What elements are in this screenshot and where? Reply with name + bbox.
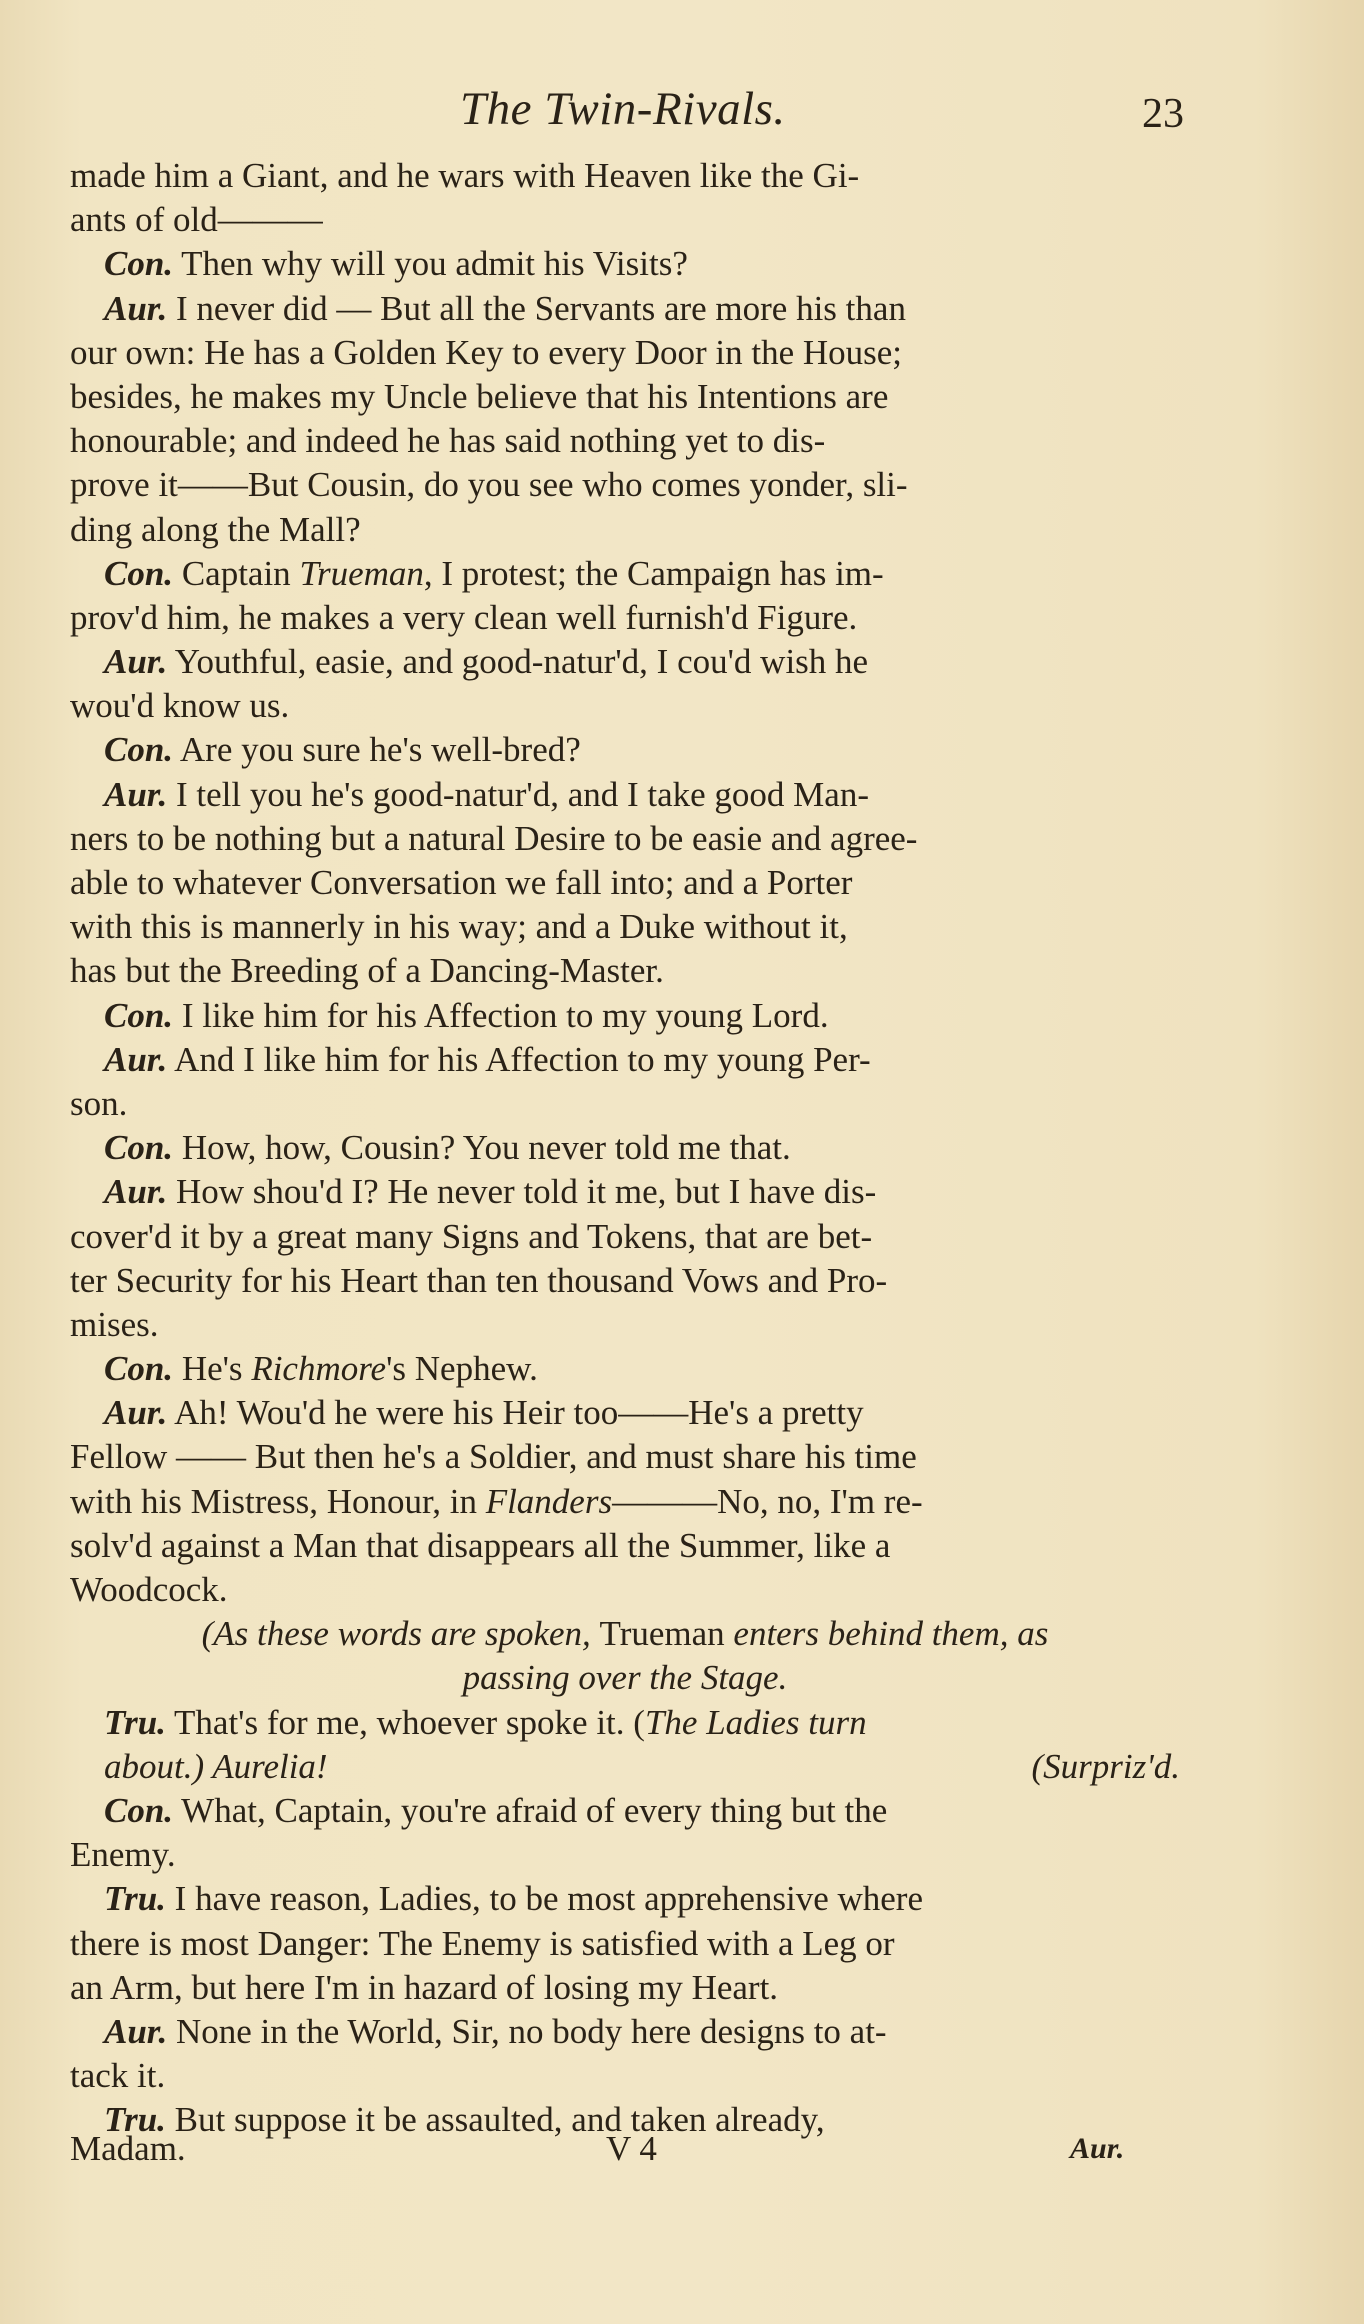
stage-direction: (Surpriz'd. [1031, 1746, 1180, 1786]
speaker-name: Aur. [104, 1039, 168, 1079]
speaker-name: Aur. [104, 2011, 168, 2051]
text-line [70, 1435, 1180, 1479]
stage-direction: passing over the Stage. [462, 1658, 788, 1698]
dialogue-text: our own: He has a Golden Key to every Door in the House; [70, 332, 903, 372]
text-line [70, 1259, 1180, 1303]
speaker-name: Tru. [104, 1879, 166, 1919]
text-line [70, 508, 1180, 552]
speaker-name: Con. [104, 730, 174, 770]
signature-mark: V 4 [606, 2129, 657, 2168]
text-line [70, 1170, 1180, 1214]
dialogue-text: He's [173, 1349, 252, 1389]
dialogue-text: Enemy. [70, 1835, 176, 1875]
text-line [70, 1524, 1180, 1568]
text-line [70, 331, 1180, 375]
dialogue-text: with this is mannerly in his way; and a Duke without it, [70, 907, 848, 947]
text-line [70, 287, 1180, 331]
dialogue-text: prov'd him, he makes a very clean well furnish'd Figure. [70, 597, 858, 637]
dialogue-text: wou'd know us. [70, 686, 290, 726]
text-line [70, 1303, 1180, 1347]
dialogue-text: has but the Breeding of a Dancing-Master. [70, 951, 664, 991]
text-line [70, 154, 1180, 198]
dialogue-text: an Arm, but here I'm in hazard of losing my Heart. [70, 1967, 779, 2007]
dialogue-text: How shou'd I? He never told it me, but I have dis- [167, 1172, 877, 1212]
text-line [70, 994, 1180, 1038]
stage-direction: enters behind them, as [724, 1614, 1049, 1654]
italic-name: Trueman [299, 553, 424, 593]
speaker-name: Con. [104, 553, 174, 593]
text-line [70, 1347, 1180, 1391]
text-line [70, 861, 1180, 905]
text-line [70, 1612, 1180, 1656]
dialogue-text: Fellow —— But then he's a Soldier, and must share his time [70, 1437, 917, 1477]
dialogue-text: ners to be nothing but a natural Desire to be easie and agree- [70, 818, 918, 858]
text-line [70, 817, 1180, 861]
text-line [70, 419, 1180, 463]
dialogue-text: Youthful, easie, and good-natur'd, I cou'd wish he [167, 642, 869, 682]
dialogue-text: solv'd against a Man that disappears all the Summer, like a [70, 1525, 891, 1565]
italic-name: The Ladies turn [644, 1702, 867, 1742]
page-footer [70, 2126, 1180, 2172]
text-line [70, 1126, 1180, 1170]
dialogue-text: ———No, no, I'm re- [612, 1481, 923, 1521]
text-line [70, 463, 1180, 507]
last-word: Madam. [70, 2129, 186, 2168]
speaker-name: Tru. [104, 2100, 166, 2140]
text-line [70, 2010, 1180, 2054]
dialogue-text: made him a Giant, and he wars with Heaven like the Gi- [70, 156, 860, 195]
text-line [70, 1480, 1180, 1524]
dialogue-text: there is most Danger: The Enemy is satisfied with a Leg or [70, 1923, 895, 1963]
italic-name: Flanders [485, 1481, 613, 1521]
play-text [70, 154, 1180, 2142]
dialogue-text: , I protest; the Campaign has im- [423, 553, 884, 593]
speaker-name: Con. [104, 244, 174, 284]
dialogue-text: with his Mistress, Honour, in [70, 1481, 486, 1521]
dialogue-text: How, how, Cousin? You never told me that. [173, 1128, 791, 1168]
speaker-name: Aur. [104, 1393, 168, 1433]
dialogue-text: prove it——But Cousin, do you see who comes yonder, sli- [70, 465, 908, 505]
text-line [70, 949, 1180, 993]
dialogue-text: What, Captain, you're afraid of every thing but the [173, 1790, 888, 1830]
dialogue-text: Then why will you admit his Visits? [173, 244, 688, 284]
dialogue-text: able to whatever Conversation we fall into; and a Porter [70, 863, 853, 902]
text-line [70, 684, 1180, 728]
speaker-name: Aur. [104, 774, 168, 814]
dialogue-text: I have reason, Ladies, to be most apprehensive where [165, 1879, 924, 1919]
italic-name: Richmore [251, 1349, 387, 1389]
dialogue-text: Are you sure he's well-bred? [173, 730, 581, 770]
text-line [70, 1922, 1180, 1966]
dialogue-text: Captain [173, 553, 300, 593]
dialogue-text: But suppose it be assaulted, and taken already, [165, 2100, 825, 2140]
stage-direction-name: Trueman [599, 1614, 725, 1654]
dialogue-text: I never did — But all the Servants are more his than [167, 288, 906, 328]
text-line [70, 1877, 1180, 1921]
text-line [70, 728, 1180, 772]
dialogue-text: besides, he makes my Uncle believe that his Intentions are [70, 376, 889, 416]
text-line [70, 1082, 1180, 1126]
text-line [70, 1833, 1180, 1877]
stage-direction: (As these words are spoken, [201, 1614, 600, 1654]
speaker-name: Con. [104, 995, 174, 1035]
text-line [70, 1391, 1180, 1435]
dialogue-text: That's for me, whoever spoke it. ( [165, 1702, 645, 1742]
dialogue-text: cover'd it by a great many Signs and Tokens, that are bet- [70, 1216, 873, 1256]
text-line [70, 1656, 1180, 1700]
text-line [70, 375, 1180, 419]
dialogue-text: Woodcock. [70, 1570, 228, 1609]
dialogue-text: about.) Aurelia! [104, 1746, 328, 1786]
text-line [70, 905, 1180, 949]
catchword: Aur. [1070, 2132, 1125, 2165]
text-line [70, 242, 1180, 286]
dialogue-text: honourable; and indeed he has said nothing yet to dis- [70, 421, 826, 461]
dialogue-text: 's Nephew. [386, 1349, 538, 1389]
text-line [70, 596, 1180, 640]
speaker-name: Aur. [104, 642, 168, 682]
page-number: 23 [1142, 91, 1184, 137]
speaker-name: Con. [104, 1790, 174, 1830]
text-line [70, 1745, 1180, 1789]
text-line [70, 773, 1180, 817]
page-header [0, 72, 1364, 152]
dialogue-text: I tell you he's good-natur'd, and I take good Man- [167, 774, 869, 814]
speaker-name: Aur. [104, 288, 168, 328]
dialogue-text: son. [70, 1083, 128, 1123]
text-line [70, 552, 1180, 596]
dialogue-text: None in the World, Sir, no body here designs to at- [167, 2011, 887, 2051]
speaker-name: Tru. [104, 1702, 166, 1742]
text-line [70, 1966, 1180, 2010]
text-line [70, 1568, 1180, 1612]
dialogue-text: ants of old——— [70, 200, 323, 240]
running-title: The Twin-Rivals. [460, 83, 786, 135]
text-line [70, 1789, 1180, 1833]
speaker-name: Con. [104, 1128, 174, 1168]
text-line [70, 1701, 1180, 1745]
dialogue-text: And I like him for his Affection to my young Per- [167, 1039, 871, 1079]
text-line [70, 1038, 1180, 1082]
text-line [70, 2054, 1180, 2098]
text-line [70, 1215, 1180, 1259]
speaker-name: Aur. [104, 1172, 168, 1212]
dialogue-text: mises. [70, 1304, 159, 1344]
speaker-name: Con. [104, 1349, 174, 1389]
dialogue-text: I like him for his Affection to my young Lord. [173, 995, 829, 1035]
dialogue-text: ter Security for his Heart than ten thousand Vows and Pro- [70, 1260, 888, 1300]
dialogue-text: ding along the Mall? [70, 509, 361, 549]
text-line [70, 198, 1180, 242]
dialogue-text: tack it. [70, 2056, 166, 2096]
dialogue-text: Ah! Wou'd he were his Heir too——He's a pretty [167, 1393, 864, 1433]
text-line [70, 640, 1180, 684]
